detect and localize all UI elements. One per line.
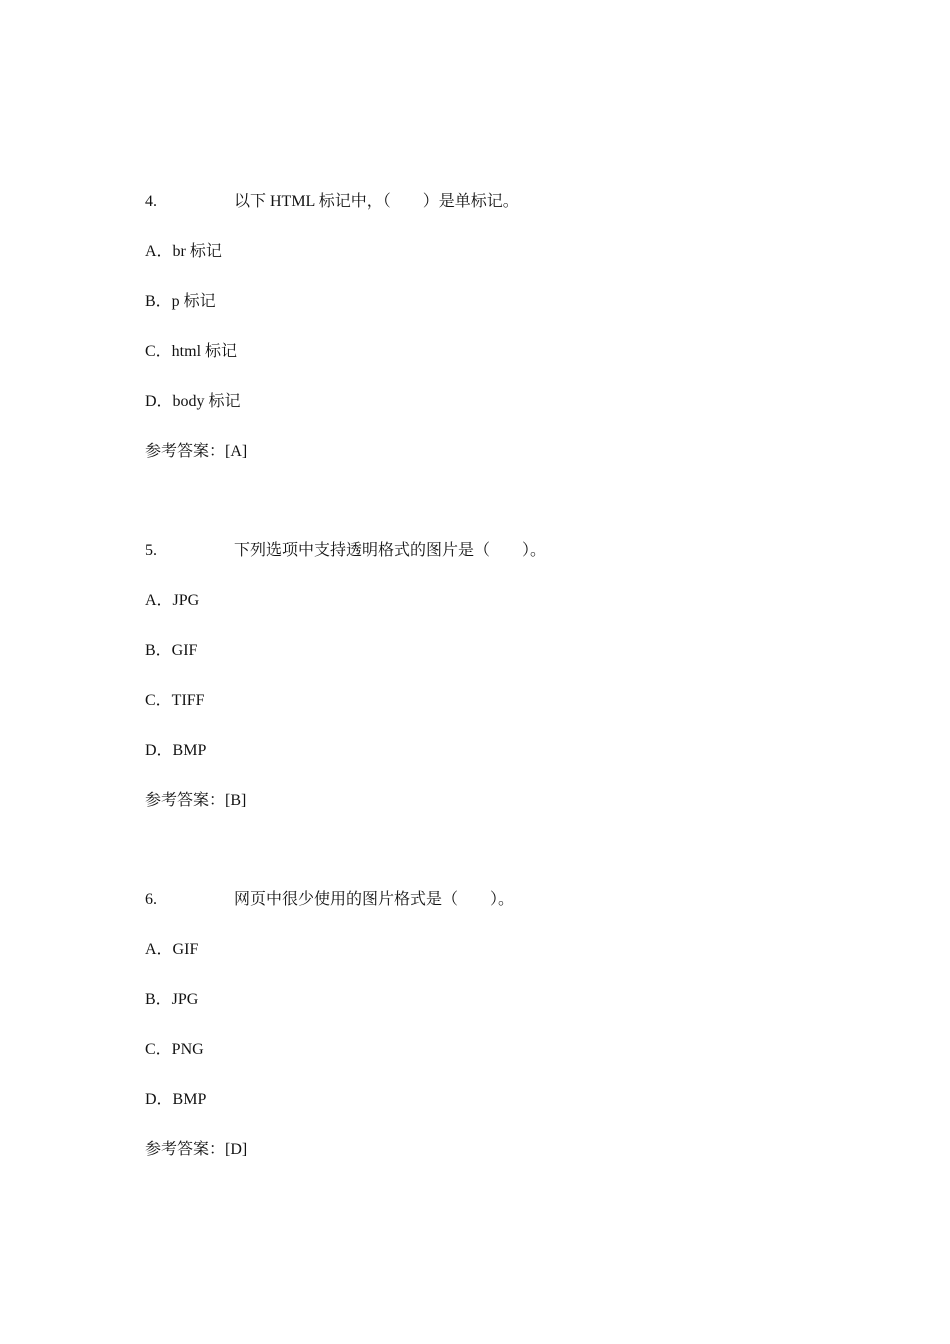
question-text: 网页中很少使用的图片格式是（ ）。 [234, 891, 515, 908]
option-b: B．p 标记 [145, 293, 216, 310]
question-5 [145, 541, 845, 811]
question-stem [145, 192, 845, 212]
question-text: 下列选项中支持透明格式的图片是（ ）。 [234, 542, 547, 559]
question-number: 5. [145, 542, 157, 559]
option-c: C．PNG [145, 1041, 204, 1058]
option-b: B．JPG [145, 991, 199, 1008]
question-text: 以下 HTML 标记中，（ ）是单标记。 [234, 193, 519, 210]
question-number: 6. [145, 891, 157, 908]
option-d: D．body 标记 [145, 393, 241, 410]
option-a: A．br 标记 [145, 243, 222, 260]
question-4 [145, 192, 845, 462]
option-c: C．html 标记 [145, 343, 238, 360]
reference-answer: 参考答案：[D] [145, 1141, 248, 1158]
question-stem [145, 890, 845, 910]
option-c: C．TIFF [145, 692, 205, 709]
reference-answer: 参考答案：[A] [145, 443, 248, 460]
question-number: 4. [145, 193, 157, 210]
option-b: B．GIF [145, 642, 198, 659]
option-d: D．BMP [145, 742, 207, 759]
option-a: A．JPG [145, 592, 200, 609]
option-a: A．GIF [145, 941, 199, 958]
reference-answer: 参考答案：[B] [145, 792, 247, 809]
question-stem [145, 541, 845, 561]
option-d: D．BMP [145, 1091, 207, 1108]
question-6 [145, 890, 845, 1160]
